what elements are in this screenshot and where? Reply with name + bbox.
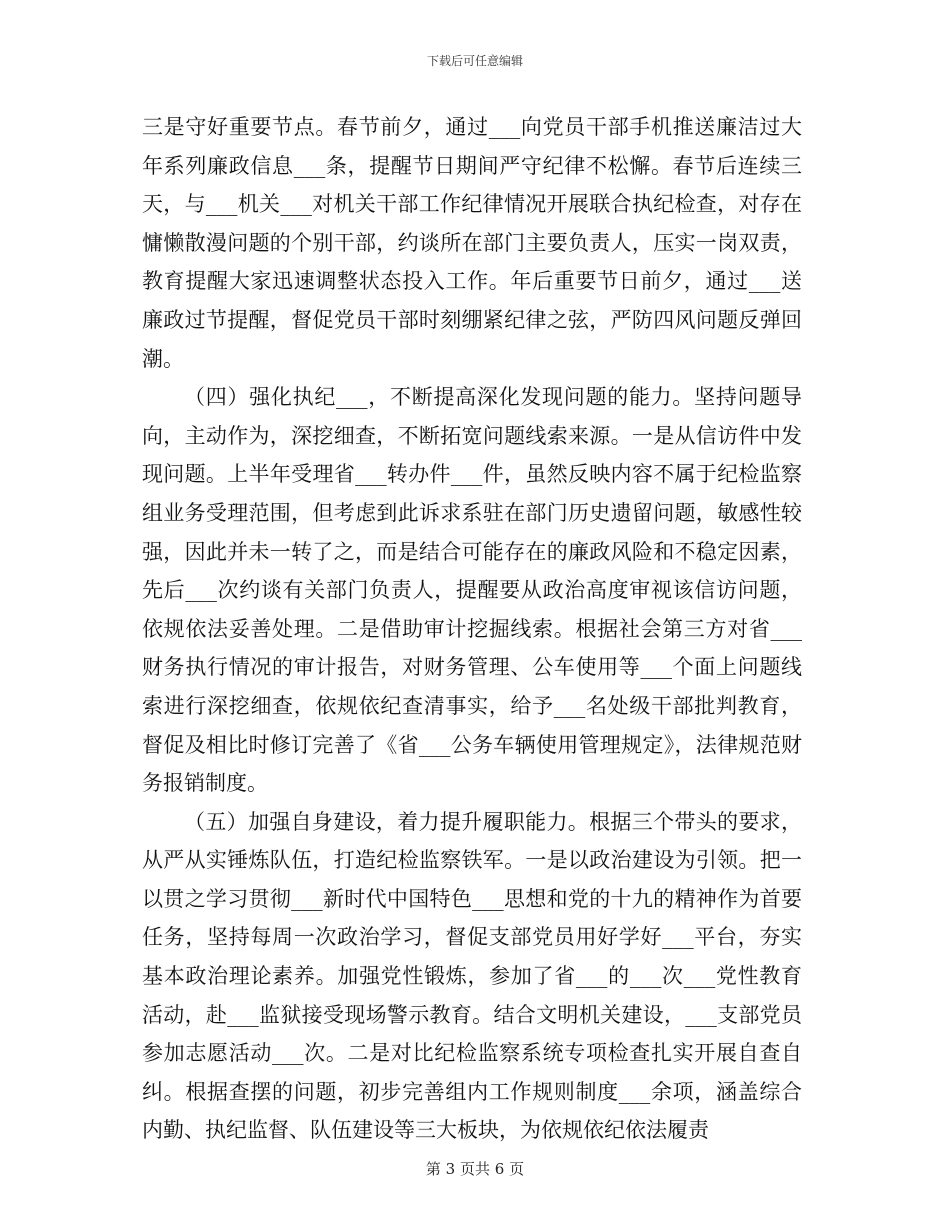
document-body <box>142 108 802 1150</box>
page-number: 第 3 页共 6 页 <box>425 1160 525 1178</box>
paragraph-discipline-enforcement: （四）强化执纪___，不断提高深化发现问题的能力。坚持问题导向，主动作为，深挖细查，不断拓宽问题线索来源。一是从信访件中发现问题。上半年受理省___转办件___件，虽然反映内容不属于纪检监察组业务受理范围，但考虑到此诉求系驻在部门历史遗留问题，敏感性较强，因此并未一转了之，而是结合可能存在的廉政风险和不稳定因素，先后___次约谈有关部门负责人，提醒要从政治高度审视该信访问题，依规依法妥善处理。二是借助审计挖掘线索。根据社会第三方对省___财务执行情况的审计报告，对财务管理、公车使用等___个面上问题线索进行深挖细查，依规依纪查清事实，给予___名处级干部批判教育，督促及相比时修订完善了《省___公务车辆使用管理规定》，法律规范财务报销制度。 <box>142 385 802 796</box>
page-header: 下载后可任意编辑 <box>426 54 523 68</box>
paragraph-self-construction: （五）加强自身建设，着力提升履职能力。根据三个带头的要求，从严从实锤炼队伍，打造纪检监察铁军。一是以政治建设为引领。把一以贯之学习贯彻___新时代中国特色___思想和党的十九的精神作为首要任务，坚持每周一次政治学习，督促支部党员用好学好___平台，夯实基本政治理论素养。加强党性锻炼，参加了省___的___次___党性教育活动，赴___监狱接受现场警示教育。结合文明机关建设，___支部党员参加志愿活动___次。二是对比纪检监察系统专项检查扎实开展自查自纠。根据查摆的问题，初步完善组内工作规则制度___余项，涵盖综合内勤、执纪监督、队伍建设等三大板块，为依规依纪依法履责 <box>142 809 802 1143</box>
paragraph-key-dates: 三是守好重要节点。春节前夕，通过___向党员干部手机推送廉洁过大年系列廉政信息___条，提醒节日期间严守纪律不松懈。春节后连续三天，与___机关___对机关干部工作纪律情况开展联合执纪检查，对存在慵懒散漫问题的个别干部，约谈所在部门主要负责人，压实一岗双责，教育提醒大家迅速调整状态投入工作。年后重要节日前夕，通过___送廉政过节提醒，督促党员干部时刻绷紧纪律之弦，严防四风问题反弹回潮。 <box>142 115 802 371</box>
